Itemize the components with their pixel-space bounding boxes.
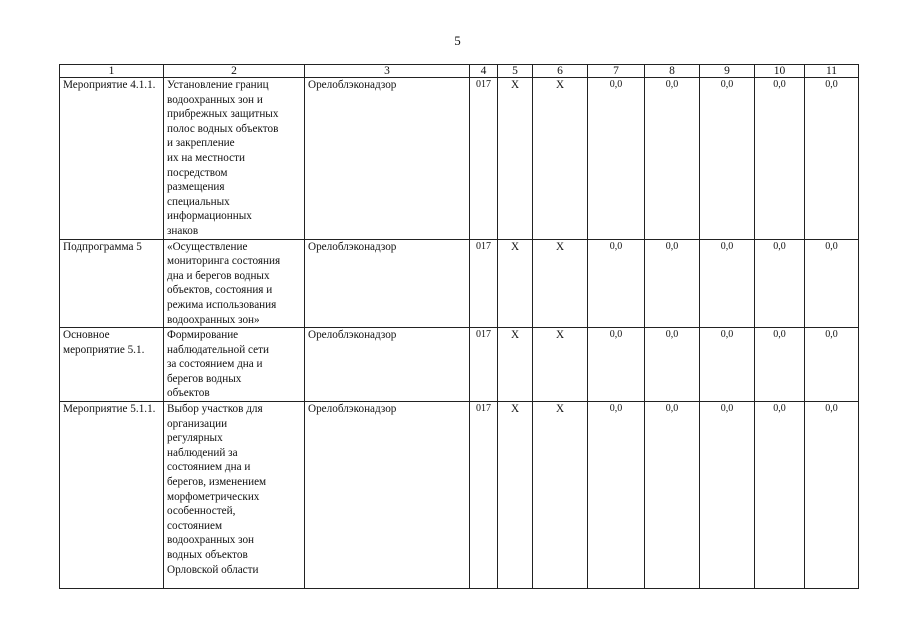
code-cell: 017 xyxy=(470,239,498,328)
description-line: знаков xyxy=(167,224,199,237)
value-cell: 0,0 xyxy=(588,239,645,328)
column-header: 11 xyxy=(805,65,859,78)
value-cell: 0,0 xyxy=(645,239,700,328)
description-line: Установление границ xyxy=(167,79,269,91)
col5-cell: X xyxy=(498,239,533,328)
item-description-cell xyxy=(164,239,305,328)
description-line: особенностей, xyxy=(167,505,236,518)
column-header: 4 xyxy=(470,65,498,78)
description-line: Орловской области xyxy=(167,563,259,576)
column-header: 7 xyxy=(588,65,645,78)
description-line: специальных xyxy=(167,195,230,208)
description-line: мониторинга состояния xyxy=(167,255,281,268)
value-cell: 0,0 xyxy=(700,328,755,402)
value-cell: 0,0 xyxy=(755,328,805,402)
description-line: водоохранных зон» xyxy=(167,313,260,326)
description-line: режима использования xyxy=(167,298,277,311)
value-cell: 0,0 xyxy=(755,239,805,328)
col5-cell: X xyxy=(498,78,533,240)
item-description-cell xyxy=(164,402,305,589)
description-line: полос водных объектов xyxy=(167,122,279,135)
description-line: Формирование xyxy=(167,329,239,342)
description-line: объектов, состояния и xyxy=(167,284,273,297)
description-line: водоохранных зон и xyxy=(167,93,263,106)
column-header: 2 xyxy=(164,65,305,78)
column-header: 3 xyxy=(305,65,470,78)
value-cell: 0,0 xyxy=(700,402,755,589)
description-line: размещения xyxy=(167,181,225,194)
page-number: 5 xyxy=(454,33,461,48)
column-header: 1 xyxy=(60,65,164,78)
description-line: посредством xyxy=(167,166,228,179)
value-cell: 0,0 xyxy=(805,402,859,589)
agency-cell: Орелоблэконадзор xyxy=(305,328,470,402)
code-cell: 017 xyxy=(470,402,498,589)
item-name-cell: Основное мероприятие 5.1. xyxy=(60,328,164,402)
description-line: организации xyxy=(167,417,228,430)
value-cell: 0,0 xyxy=(805,78,859,240)
value-cell: 0,0 xyxy=(588,328,645,402)
item-name-cell: Мероприятие 5.1.1. xyxy=(60,402,164,589)
table-row xyxy=(60,78,859,240)
item-description-cell xyxy=(164,328,305,402)
description-line: и закрепление xyxy=(167,137,235,150)
description-line: берегов, изменением xyxy=(167,476,267,489)
col6-cell: X xyxy=(533,402,588,589)
table-body xyxy=(60,78,859,589)
value-cell: 0,0 xyxy=(700,78,755,240)
value-cell: 0,0 xyxy=(588,402,645,589)
description-line: состоянием xyxy=(167,519,223,532)
table-row xyxy=(60,328,859,402)
description-line: морфометрических xyxy=(167,490,260,503)
agency-cell: Орелоблэконадзор xyxy=(305,78,470,240)
description-line: берегов водных xyxy=(167,372,242,385)
description-line: за состоянием дна и xyxy=(167,358,263,371)
column-header: 9 xyxy=(700,65,755,78)
col5-cell: X xyxy=(498,328,533,402)
value-cell: 0,0 xyxy=(755,78,805,240)
description-line: Выбор участков для xyxy=(167,403,263,416)
description-line: их на местности xyxy=(167,151,246,164)
value-cell: 0,0 xyxy=(805,328,859,402)
code-cell: 017 xyxy=(470,78,498,240)
item-description-cell xyxy=(164,78,305,240)
description-line: дна и берегов водных xyxy=(167,269,270,282)
description-line: наблюдательной сети xyxy=(167,343,269,356)
table-header xyxy=(60,65,859,78)
agency-cell: Орелоблэконадзор xyxy=(305,239,470,328)
value-cell: 0,0 xyxy=(645,402,700,589)
col6-cell: X xyxy=(533,328,588,402)
value-cell: 0,0 xyxy=(755,402,805,589)
col5-cell: X xyxy=(498,402,533,589)
value-cell: 0,0 xyxy=(645,78,700,240)
description-line: регулярных xyxy=(167,432,223,445)
agency-cell: Орелоблэконадзор xyxy=(305,402,470,589)
description-line: водных объектов xyxy=(167,549,248,561)
table-row xyxy=(60,402,859,589)
description-line: объектов xyxy=(167,387,210,400)
table-row xyxy=(60,239,859,328)
description-line: информационных xyxy=(167,210,252,223)
description-line: прибрежных защитных xyxy=(167,108,279,121)
header-row xyxy=(60,65,859,78)
column-header: 10 xyxy=(755,65,805,78)
value-cell: 0,0 xyxy=(700,239,755,328)
value-cell: 0,0 xyxy=(805,239,859,328)
column-header: 8 xyxy=(645,65,700,78)
description-line: «Осуществление xyxy=(167,240,248,253)
value-cell: 0,0 xyxy=(588,78,645,240)
col6-cell: X xyxy=(533,78,588,240)
column-header: 5 xyxy=(498,65,533,78)
description-line: наблюдений за xyxy=(167,446,238,459)
item-name-cell: Мероприятие 4.1.1. xyxy=(60,78,164,240)
column-header: 6 xyxy=(533,65,588,78)
program-table xyxy=(59,64,859,589)
description-line: состоянием дна и xyxy=(167,461,251,474)
code-cell: 017 xyxy=(470,328,498,402)
description-line: водоохранных зон xyxy=(167,534,255,547)
item-name-cell: Подпрограмма 5 xyxy=(60,239,164,328)
value-cell: 0,0 xyxy=(645,328,700,402)
col6-cell: X xyxy=(533,239,588,328)
